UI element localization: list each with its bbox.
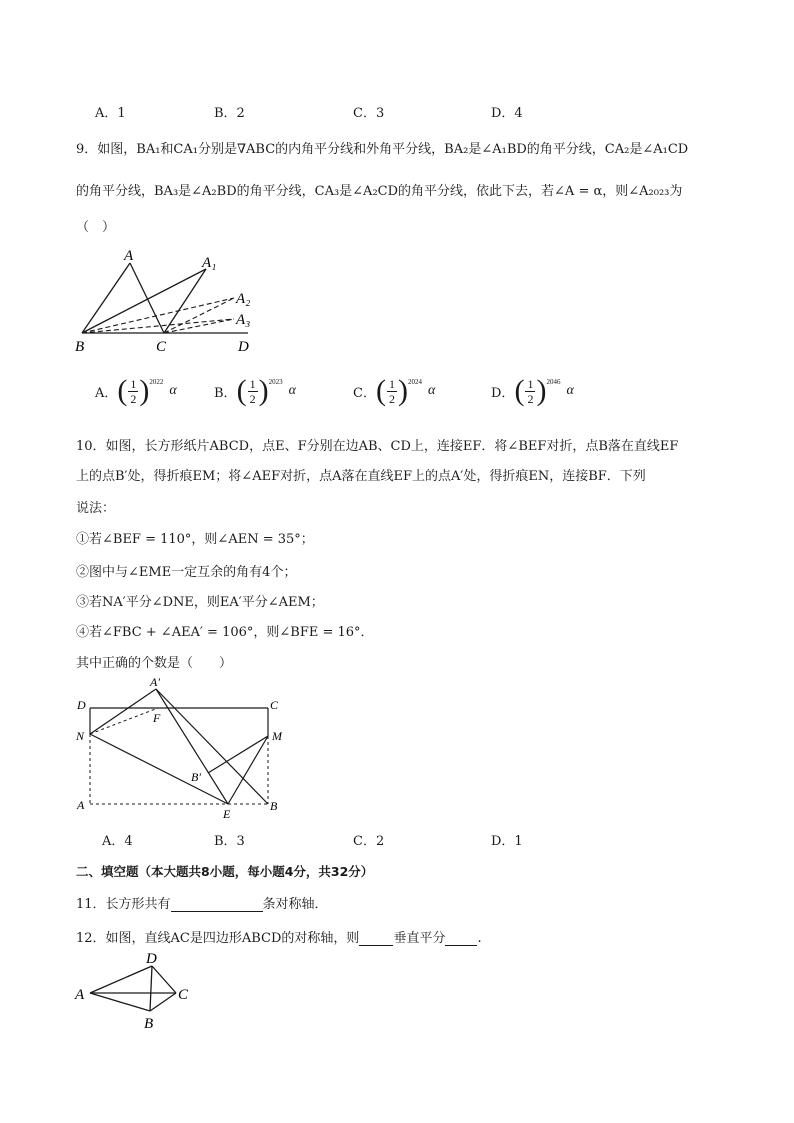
q12-edge-ba — [90, 993, 150, 1011]
q10-option-b: B．3 — [214, 834, 245, 849]
q12-label-b: B — [144, 1016, 154, 1032]
q9-option-c-power: ( $\frac{1}{2}$ ) 2024 — [375, 374, 422, 407]
q10-stem-line2: 上的点B′处，得折痕EM；将∠AEF对折，点A落在直线EF上的点A′处，得折痕EN，连接BF．下列 — [76, 469, 646, 484]
q9-label-b: B — [75, 339, 85, 355]
q12-diagonal-db — [150, 966, 152, 1011]
q10-prompt: 其中正确的个数是（ ） — [76, 656, 233, 671]
q12-text-after: . — [477, 931, 482, 946]
q9-line-ca1 — [164, 269, 206, 333]
q9-option-c-var: α — [427, 383, 436, 398]
q12-text-middle: 垂直平分 — [393, 931, 446, 946]
q9-option-b-var: α — [288, 383, 296, 398]
q10-edge-nf-dashed — [90, 708, 158, 734]
q9-line-ca3 — [164, 319, 234, 333]
q10-label-a-prime: A′ — [150, 675, 160, 689]
q10-line-ne — [90, 734, 228, 804]
q10-stem-line1: 10．如图，长方形纸片ABCD，点E、F分别在边AB、CD上，连接EF．将∠BEF对折，点B落在直线EF — [76, 439, 679, 454]
q12-label-a: A — [75, 987, 85, 1003]
q10-label-c: C — [270, 698, 279, 712]
q10-label-b-prime: B′ — [191, 770, 201, 784]
q10-option-c: C．2 — [353, 834, 385, 849]
q12-answer-blank-2 — [445, 931, 477, 946]
q8-option-b: B．2 — [214, 106, 245, 121]
q10-line-em — [228, 736, 268, 804]
q9-label-a2: A₂ — [236, 291, 251, 307]
q10-statement-2: ②图中与∠EME一定互余的角有4个； — [76, 565, 297, 580]
q9-figure — [70, 245, 270, 357]
q10-label-e: E — [223, 807, 231, 820]
q9-line-ba2 — [82, 298, 234, 333]
q8-option-a: A．1 — [95, 106, 126, 121]
q9-option-b-den: 2 — [249, 391, 256, 406]
q9-option-d — [491, 376, 574, 406]
q9-option-c — [353, 376, 435, 406]
q8-option-c: C．3 — [353, 106, 385, 121]
q9-option-c-num: 1 — [388, 376, 395, 391]
q10-stem-line3: 说法： — [76, 501, 116, 516]
q10-figure — [70, 672, 290, 820]
q10-statement-1: ①若∠BEF = 110°，则∠AEN = 35°； — [76, 532, 314, 547]
q9-option-a-letter: A． — [95, 385, 118, 401]
q10-label-d: D — [77, 698, 86, 712]
q10-label-n: N — [76, 729, 85, 743]
q12-label-c: C — [178, 987, 189, 1003]
q11-text-after: 条对称轴． — [262, 897, 328, 912]
q9-option-d-var: α — [566, 383, 574, 398]
q11-answer-blank — [171, 897, 263, 912]
q9-answer-paren: （ ） — [76, 220, 116, 235]
q10-option-a: A．4 — [102, 834, 133, 849]
q9-label-a3: A₃ — [236, 312, 251, 328]
q10-line-na1 — [90, 689, 156, 734]
q9-option-c-exp: 2024 — [407, 378, 422, 386]
q9-option-d-den: 2 — [527, 391, 534, 406]
q12-text-before: 12．如图，直线AC是四边形ABCD的对称轴，则 — [76, 931, 360, 946]
q11 — [76, 893, 328, 912]
section-title-fill-in: 二、填空题（本大题共8小题，每小题4分，共32分） — [76, 864, 374, 879]
q9-option-a — [95, 376, 177, 406]
q12-answer-blank-1 — [359, 931, 393, 946]
q9-label-d: D — [238, 339, 249, 355]
q12-edge-ad — [90, 966, 152, 993]
q9-option-c-den: 2 — [388, 391, 395, 406]
q9-option-a-power: ( $\frac{1}{2}$ ) 2022 — [117, 374, 164, 407]
q12 — [76, 927, 482, 946]
q9-option-a-var: α — [169, 383, 177, 398]
q9-option-b-num: 1 — [249, 376, 256, 391]
q9-option-b-power: ( $\frac{1}{2}$ ) 2023 — [236, 374, 283, 407]
q9-label-a1: A₁ — [202, 255, 217, 271]
q9-label-a: A — [124, 248, 134, 264]
q9-option-d-num: 1 — [527, 376, 534, 391]
q9-option-d-power: ( $\frac{1}{2}$ ) 2046 — [514, 374, 561, 407]
q9-line-ca2 — [164, 298, 234, 333]
q9-option-d-letter: D． — [491, 385, 515, 401]
q9-option-c-letter: C． — [353, 385, 376, 401]
q9-option-a-num: 1 — [130, 376, 137, 391]
q10-line-b1m — [208, 736, 268, 773]
q10-label-m: M — [272, 729, 282, 743]
q9-line-ba — [82, 263, 130, 333]
q10-option-d: D．1 — [491, 834, 523, 849]
q11-text-before: 11．长方形共有 — [76, 897, 171, 912]
q9-option-a-den: 2 — [130, 391, 137, 406]
q12-edge-dc — [152, 966, 176, 993]
q9-option-a-exp: 2022 — [149, 378, 164, 386]
q9-option-b-exp: 2023 — [268, 378, 283, 386]
q10-label-a: A — [77, 798, 85, 812]
q10-label-b: B — [270, 799, 278, 813]
q9-stem-line2: 的角平分线，BA₃是∠A₂BD的角平分线，CA₃是∠A₂CD的角平分线，依此下去，若∠A = α，则∠A₂₀₂₃为 — [76, 184, 683, 199]
q9-line-ac — [130, 263, 164, 333]
q10-label-f: F — [153, 711, 161, 725]
q12-figure — [70, 946, 200, 1034]
q8-option-d: D．4 — [491, 106, 523, 121]
q12-label-d: D — [146, 951, 157, 967]
q9-option-b-letter: B． — [214, 385, 237, 401]
q10-statement-3: ③若NA′平分∠DNE，则EA′平分∠AEM； — [76, 595, 324, 610]
q9-option-d-exp: 2046 — [546, 378, 561, 386]
q9-label-c: C — [156, 339, 167, 355]
q9-option-b — [214, 376, 296, 406]
q9-stem-line1: 9．如图，BA₁和CA₁分别是∇ABC的内角平分线和外角平分线，BA₂是∠A₁BD的角平分线，CA₂是∠A₁CD — [76, 142, 689, 157]
q10-statement-4: ④若∠FBC + ∠AEA′ = 106°，则∠BFE = 16°． — [76, 625, 374, 640]
q12-edge-cb — [150, 993, 176, 1011]
q10-line-a1e — [156, 689, 228, 804]
